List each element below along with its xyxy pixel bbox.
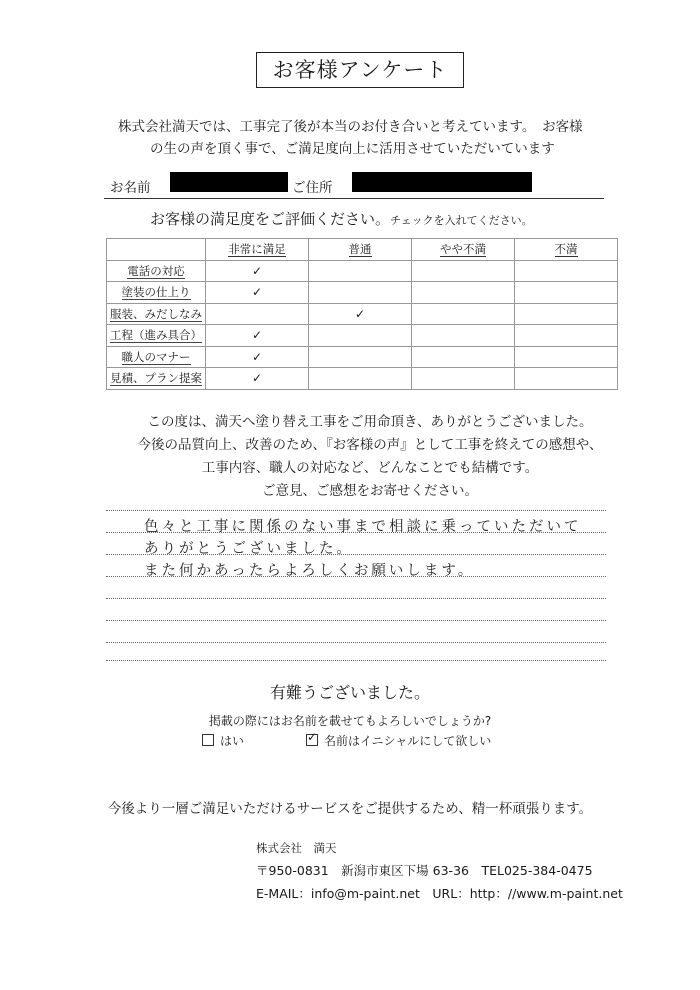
table-row	[107, 325, 618, 347]
comment-line	[106, 620, 606, 621]
check-mark[interactable]: ✓	[206, 260, 309, 282]
check-mark[interactable]: ✓	[206, 282, 309, 304]
check-cell[interactable]	[412, 368, 515, 390]
handwritten-line-3: また何かあったらよろしくお願いします。	[144, 563, 476, 579]
check-cell[interactable]	[515, 282, 618, 304]
comment-line	[106, 510, 606, 511]
page-title: お客様アンケート	[256, 52, 464, 88]
rating-table	[106, 238, 618, 390]
check-cell[interactable]	[309, 325, 412, 347]
thanks-text: 有難うございました。	[269, 683, 430, 702]
check-mark[interactable]: ✓	[206, 368, 309, 390]
publish-question: 掲載の際にはお名前を載せてもよろしいでしょうか?	[208, 714, 492, 728]
name-label: お名前	[110, 180, 151, 196]
row-label: 塗装の仕上り	[121, 285, 191, 300]
company-contact: E-MAIL：info@m-paint.net URL：http：//www.m-paint.net	[256, 886, 623, 901]
table-row	[107, 303, 618, 325]
intro-line-1: 株式会社満天では、工事完了後が本当のお付き合いと考えています。 お客様	[118, 119, 583, 135]
check-cell[interactable]	[412, 260, 515, 282]
check-mark[interactable]: ✓	[309, 303, 412, 325]
check-cell[interactable]	[515, 260, 618, 282]
check-cell[interactable]	[412, 325, 515, 347]
company-address: 〒950-0831 新潟市東区下場 63-36 TEL025-384-0475	[256, 863, 593, 878]
col-very-satisfied: 非常に満足	[206, 239, 309, 261]
address-label: ご住所	[292, 180, 333, 196]
check-cell[interactable]	[309, 282, 412, 304]
check-cell[interactable]	[515, 346, 618, 368]
rating-header-row	[107, 239, 618, 261]
intro-line-2: の生の声を頂く事で、ご満足度向上に活用させていただいています	[150, 141, 555, 157]
table-row	[107, 282, 618, 304]
rating-note: チェックを入れてください。	[390, 214, 533, 227]
check-cell[interactable]	[412, 346, 515, 368]
check-cell[interactable]	[412, 282, 515, 304]
closing-text: 今後より一層ご満足いただけるサービスをご提供するため、精一杯頑張ります。	[107, 801, 593, 817]
col-slightly-dissatisfied: やや不満	[412, 239, 515, 261]
check-cell[interactable]	[206, 303, 309, 325]
row-label: 見積、プラン提案	[110, 371, 202, 386]
intro-text	[118, 116, 638, 160]
company-name: 株式会社 満天	[256, 841, 337, 855]
row-label: 職人のマナー	[121, 349, 191, 364]
check-cell[interactable]	[515, 368, 618, 390]
col-normal: 普通	[309, 239, 412, 261]
option-initials[interactable]: ✓ 名前はイニシャルにして欲しい	[306, 732, 491, 749]
check-cell[interactable]	[309, 346, 412, 368]
rating-heading: お客様の満足度をご評価ください。チェックを入れてください。	[150, 210, 533, 228]
checkbox-yes[interactable]	[202, 734, 214, 746]
name-redaction	[170, 172, 288, 192]
comment-line	[106, 660, 606, 661]
handwritten-line-1: 色々と工事に関係のない事まで相談に乗っていただいて	[144, 519, 582, 535]
row-label: 工程（進み具合）	[110, 328, 202, 343]
address-redaction	[352, 172, 532, 192]
check-cell[interactable]	[515, 325, 618, 347]
option-yes[interactable]: はい	[202, 732, 244, 749]
check-cell[interactable]	[412, 303, 515, 325]
row-label: 服装、みだしなみ	[110, 306, 202, 321]
check-mark[interactable]: ✓	[206, 346, 309, 368]
table-row	[107, 346, 618, 368]
checkbox-initials[interactable]	[306, 734, 318, 746]
col-dissatisfied: 不満	[515, 239, 618, 261]
handwritten-line-2: ありがとうございました。	[144, 541, 354, 557]
check-cell[interactable]	[515, 303, 618, 325]
message-text: この度は、満天へ塗り替え工事をご用命頂き、ありがとうございました。 今後の品質向上、改善のため、『お客様の声』として工事を終えての感想や、 工事内容、職人の対応など、どんなことでも結構です。 ご意見、ご感想をお寄せください。	[137, 414, 603, 499]
row-label: 電話の対応	[127, 263, 185, 278]
name-address-row	[104, 174, 604, 199]
table-row	[107, 260, 618, 282]
check-mark[interactable]: ✓	[206, 325, 309, 347]
check-cell[interactable]	[309, 368, 412, 390]
table-row	[107, 368, 618, 390]
check-cell[interactable]	[309, 260, 412, 282]
comment-line	[106, 642, 606, 643]
comment-line	[106, 598, 606, 599]
